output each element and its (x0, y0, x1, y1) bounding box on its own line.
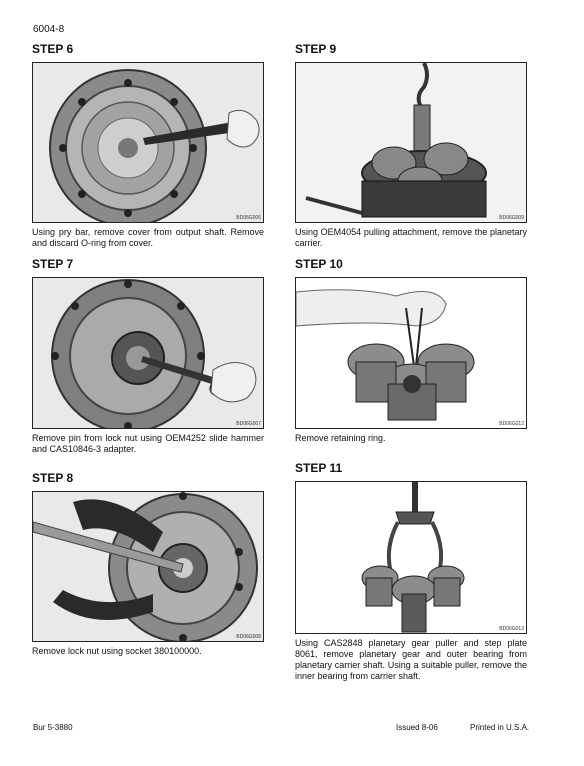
footer-issued: Issued 8-06 (396, 723, 438, 732)
step-10-title: STEP 10 (295, 257, 343, 271)
footer-printed: Printed in U.S.A. (470, 723, 530, 732)
step-9 (295, 42, 527, 249)
planetary-carrier-lift-illustration (296, 63, 526, 222)
step-8-photo (32, 491, 264, 642)
step-11-title: STEP 11 (295, 461, 343, 475)
step-6 (32, 42, 264, 249)
step-6-photo (32, 62, 264, 223)
slide-hammer-illustration (33, 278, 263, 428)
step-6-caption: Using pry bar, remove cover from output shaft. Remove and discard O-ring from cover. (32, 227, 264, 248)
step-8-image-code: BD06G008 (236, 634, 261, 640)
step-11-image-code: BD06G013 (499, 626, 524, 632)
step-8-title: STEP 8 (32, 471, 74, 485)
step-10-photo (295, 277, 527, 429)
step-11-caption: Using CAS2848 planetary gear puller and step plate 8061, remove planetary gear and outer bearing from planetary carrier shaft. Using a suitable puller, remove the inner bearing from carrier shaft. (295, 638, 527, 681)
step-10-caption: Remove retaining ring. (295, 433, 386, 443)
step-7 (32, 257, 264, 455)
footer-doc-number: Bur 5-3880 (33, 723, 73, 732)
step-9-caption: Using OEM4054 pulling attachment, remove the planetary carrier. (295, 227, 527, 248)
step-6-image-code: BD06G006 (236, 215, 261, 221)
step-8-caption: Remove lock nut using socket 380100000. (32, 646, 202, 656)
step-7-image-code: BD06G007 (236, 421, 261, 427)
step-10-image-code: BD06G012 (499, 421, 524, 427)
step-9-photo (295, 62, 527, 223)
step-11 (295, 461, 527, 682)
gear-puller-illustration (296, 482, 526, 633)
hub-cover-illustration (33, 63, 263, 222)
step-7-title: STEP 7 (32, 257, 74, 271)
retaining-ring-illustration (296, 278, 526, 428)
step-10 (295, 257, 527, 444)
page-code: 6004-8 (33, 24, 65, 35)
step-8 (32, 471, 264, 657)
step-6-title: STEP 6 (32, 42, 74, 56)
lock-nut-socket-illustration (33, 492, 263, 641)
step-7-caption: Remove pin from lock nut using OEM4252 slide hammer and CAS10846-3 adapter. (32, 433, 264, 454)
step-7-photo (32, 277, 264, 429)
step-9-title: STEP 9 (295, 42, 337, 56)
step-9-image-code: BD06G009 (499, 215, 524, 221)
step-11-photo (295, 481, 527, 634)
